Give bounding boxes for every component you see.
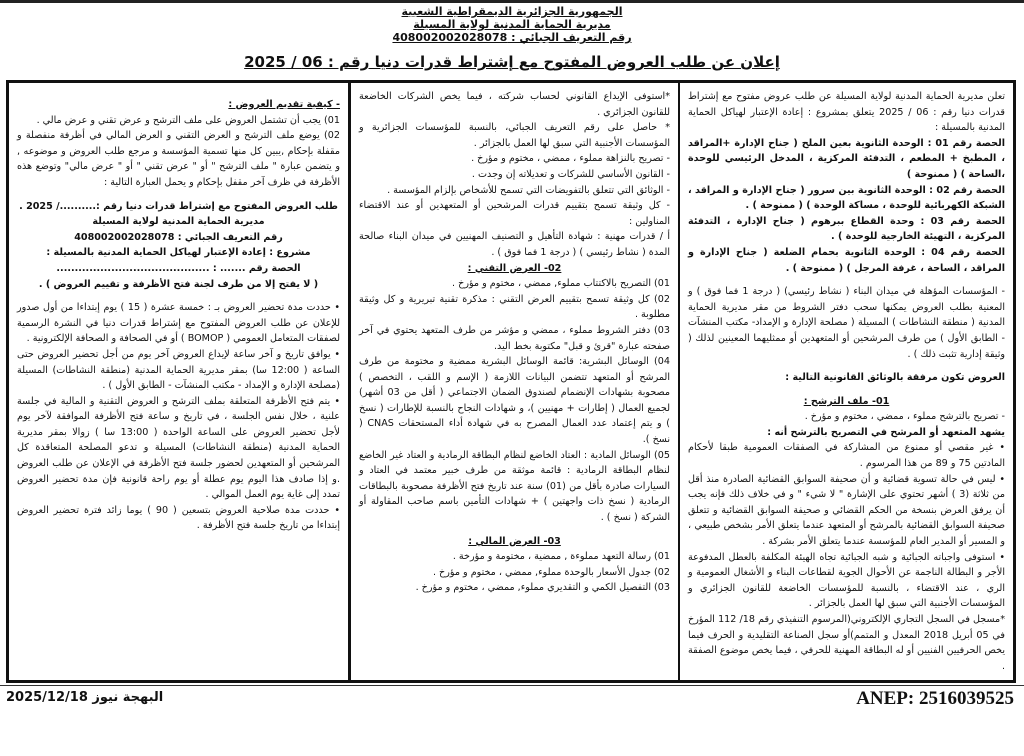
envelope-label-line: رقم التعريف الجبائي : 408002002028078 [74, 231, 283, 243]
list-item: • غير مقصي أو ممنوع من المشاركة في الصفقات العمومية طبقا لأحكام المادتين 75 و 89 من هذا المرسوم . [688, 442, 1005, 470]
list-item: أ / قدرات مهنية : شهادة التأهيل و التصنيف المهنيين في ميدان البناء صالحة المدة ( نشاط رئيسي ) ( درجة 1 فما فوق ) . [359, 231, 670, 258]
list-item: 04) الوسائل البشرية: قائمة الوسائل البشرية ممضية و مختومة من طرف المرشح أو المتعهد تتضمن البيانات اللازمة ( الإسم و اللقب ، التخصص ) مصحوبة بشهادات الإنضمام لصندوق الضمان الاجتماعي ( أقل من 03 أشهر) لجميع العمال ( إطارات + مهنيين )، و شهادات النجاح بالنسبة للإطارات ( نسخ ) و يتم إعتماد عدد العمال المصرح به في شهادة أداء المستحقات CNAS ( نسخ ). [359, 356, 670, 446]
right-column [678, 83, 1016, 680]
list-item: 05) الوسائل المادية : العتاد الخاضع لنظام البطاقة الرمادية و العتاد غير الخاضع لنظام البطاقة الرمادية : قائمة موثقة من طرف خبير معتمد في العتاد و السيارات صادرة بأقل من (01) سنة عند تاريخ فتح الأظرفة مصحوبة بالبطاقات الرمادية ( نسخ ذات واجهتين ) + شهادات التأمين باسم صاحب المقاولة أو الشركة ( نسخ ) . [359, 449, 671, 524]
envelope-label-line: مشروع : إعادة الإعتبار لهياكل الحماية المدنية بالمسيلة : [46, 247, 311, 259]
list-item: 03) التفصيل الكمي و التقديري مملوء, ممضي ، مختوم و مؤرخ . [415, 582, 670, 594]
intro-paragraph: تعلن مديرية الحماية المدنية لولاية المسيلة عن طلب عروض مفتوح مع إشتراط قدرات دنيا رقم : 06 / 2025 يتعلق بمشروع : إعادة الإعتبار لهياكل الحماية المدنية بالمسيلة : [688, 91, 1005, 134]
list-item: *مسجل في السجل التجاري الإلكتروني(المرسوم التنفيذي رقم 18/ 112 المؤرخ في 05 أبريل 2018 المعدل و المتمم)أو سجل الصناعة التقليدية و الحرف فيما يخص الحرفيين الفنيين أو له البطاقة المهنية للحرفي ، فيما يخص موضوع الصفقة . [688, 614, 1005, 672]
candidacy-file-heading: 01- ملف الترشح : [803, 395, 890, 407]
envelope-label-line: طلب العروض المفتوح مع إشتراط قدرات دنيا رقم :........../ 2025 . [19, 200, 338, 212]
footer [0, 685, 1024, 712]
list-item: * حاصل على رقم التعريف الجبائي، بالنسبة للمؤسسات الجزائرية و المؤسسات الأجنبية التي سبق لها العمل بالجزائر . [359, 122, 670, 149]
eligibility-paragraph: - المؤسسات المؤهلة في ميدان البناء ( نشاط رئيسي) ( درجة 1 فما فوق ) و المعنية بطلب العروض يمكنها سحب دفتر الشروط من مقر مديرية الحماية المدنية ( منطقة النشاطات ) المسيلة ( مصلحة الإدارة و الإمداد- مكتب المنشآت - الطابق الأول ) من طرف المرشحين أو المتعهدين أو ممثليهما المعينين لذلك ( وثيقة إدارية تثبت ذلك ) . [688, 286, 1006, 360]
documents-heading: العروض تكون مرفقة بالوثائق القانونية التالية : [785, 372, 1005, 384]
announcement-body [6, 80, 1016, 683]
anep-number: ANEP: 2516039525 [856, 688, 1014, 710]
list-item: - تصريح بالنزاهة مملوء ، ممضي ، مختوم و مؤرخ . [471, 153, 670, 165]
list-item: - تصريح بالترشح مملوء ، ممضي ، مختوم و مؤرخ . [804, 411, 1005, 423]
announcement-header [0, 3, 1024, 80]
middle-column [348, 83, 678, 680]
list-item: • استوفى واجباته الجبائية و شبه الجبائية تجاه الهيئة المكلفة بالعطل المدفوعة الأجر و البطالة الناجمة عن الأحوال الجوية لقطاعات البناء و الأشغال العمومية و الري ، عند الاقتضاء ، بالنسبة للمؤسسات الخاضعة للقانون الجزائري و المؤسسات الأجنبية التي سبق لها العمل بالجزائر . [688, 551, 1005, 610]
technical-offer-heading: 02- العرض التقني : [467, 262, 562, 274]
list-item: 02) كل وثيقة تسمح بتقييم العرض التقني : مذكرة تقنية تبريرية و كل وثيقة مطلوبة . [359, 293, 670, 321]
envelope-label-line: ( لا يفتح إلا من طرف لجنة فتح الأظرفة و تقييم العروض ) . [38, 278, 319, 290]
list-item: 03) دفتر الشروط مملوء ، ممضي و مؤشر من طرف المتعهد يحتوي في آخر صفحته عبارة "قرئ و قبل" مكتوبة بخط اليد. [359, 324, 670, 352]
list-item: • حددت مدة صلاحية العروض بتسعين ( 90 ) يوما زائد فترة تحضير العروض إبتداءا من تاريخ جلسة فتح الأظرفة . [17, 504, 340, 532]
list-item: 02) جدول الأسعار بالوحدة مملوء, ممضي ، مختوم و مؤرخ . [432, 566, 670, 578]
list-item: 01) التصريح بالاكتتاب مملوء, ممضي ، مختوم و مؤرخ . [452, 278, 670, 290]
list-item: • حددت مدة تحضير العروض بـ : خمسة عشرة ( 15 ) يوم إبتداءا من أول صدور للإعلان عن طلب العروض المفتوح مع إشتراط قدرات دنيا في النشرة الرسمية لصفقات المتعامل العمومي ( BOMOP ) أو في الصحافة و الصحافة الإلكترونية . [17, 302, 341, 345]
list-item: - الوثائق التي تتعلق بالتفويضات التي تسمح للأشخاص بإلزام المؤسسة . [387, 184, 670, 196]
left-column [6, 83, 348, 680]
list-item: - كل وثيقة تسمح بتقييم قدرات المرشحين أو المتعهدين أو عند الاقتضاء المناولين : [359, 200, 670, 227]
tax-id: رقم التعريف الجبائي : 408002002028078 [392, 31, 632, 44]
list-item: يشهد المتعهد أو المرشح في التصريح بالترشح أنه : [767, 426, 1005, 438]
newspaper-date: البهجة نيوز 2025/12/18 [6, 690, 164, 706]
list-item: *استوفى الإيداع القانوني لحساب شركته ، فيما يخص الشركات الخاضعة للقانون الجزائري . [359, 91, 670, 118]
list-item: • ليس في حالة تسوية قضائية و أن صحيفة السوابق القضائية الصادرة منذ أقل من ثلاثة (3 ) أشهر تحتوي على الإشارة " لا شيء " و في خلاف ذلك فإنه يجب أن يرفق العرض بنسخة من الحكم القضائي و صحيفة السوابق القضائية و تتعلق صحيفة السوابق القضائية بالمرشح أو المتعهد عندما يتعلق الأمر بشخص طبيعي ، و المسير أو المدير العام للمؤسسة عندما يتعلق الأمر بشركة . [688, 473, 1005, 548]
lot-1: الحصة رقم 01 : الوحدة الثانوية بعين الملح ( جناح الإدارة +المراقد ، المطبخ + المطعم ، التدفئة المركزية ، المدخل الرئيسي للوحدة ،الساحة ) ( ممنوحة ) [688, 137, 1005, 180]
list-item: • يتم فتح الأظرفة المتعلقة بملف الترشح و العروض التقنية و المالية في جلسة علنية ، خلال نفس الجلسة ، في تاريخ و ساعة فتح الأظرفة الموافقة لآخر يوم لأجل تحضير العروض على الساعة الواحدة ( 13:00 سا ) زوالا بمقر مديرية الحماية المدنية (منطقة النشاطات) المسيلة و تدعو المصلحة المتعاقدة كل المرشحين أو المتعهدين لحضور جلسة فتح الأظرفة في الإعلان عن طلب العروض .و إذا صادف هذا اليوم يوم عطلة أو يوم راحة قانونية فإن مدة تحضير العروض تمدد إلى غاية يوم العمل الموالي . [17, 395, 340, 501]
list-item: 02) يوضع ملف الترشح و العرض التقني و العرض المالي في أظرفة منفصلة و مقفلة بإحكام ,يبين كل منها تسمية المؤسسة و مرجع طلب العروض و موضوعه , و يتضمن عبارة " ملف الترشح " أو " عرض تقني " أو " عرض مالي" وتوضع هذه الأظرفة في ظرف آخر مقفل بإحكام و يحمل العبارة التالية : [17, 130, 340, 188]
list-item: - القانون الأساسي للشركات و تعديلاته إن وجدت . [471, 168, 670, 180]
announcement-title: إعلان عن طلب العروض المفتوح مع إشتراط قدرات دنيا رقم : 06 / 2025 [244, 53, 780, 71]
lot-3: الحصة رقم 03 : وحدة القطاع ببرهوم ( جناح الإدارة ، التدفئة المركزية ، التهيئة الخارجية للوحدة ) . [688, 215, 1005, 243]
submission-heading: - كيفية تقديم العروض : [228, 99, 340, 110]
lot-4: الحصة رقم 04 : الوحدة الثانوية بحمام الضلعة ( جناح الإدارة و المراقد ، الساحة ، غرفة المرجل ) ( ممنوحة ) . [688, 246, 1005, 274]
list-item: • يوافق تاريخ و آخر ساعة لإيداع العروض آخر يوم من أجل تحضير العروض حتى الساعة ( 12:00 سا) بمقر مديرية الحماية المدنية (منطقة النشاطات) المسيلة (مصلحة الإدارة و الإمداد - مكتب المنشآت - الطابق الأول ) . [17, 348, 341, 392]
envelope-label-line: الحصة رقم ....... : .......................................... [56, 262, 301, 274]
envelope-label-line: مديرية الحماية المدنية لولاية المسيلة [92, 216, 265, 228]
lot-2: الحصة رقم 02 : الوحدة الثانوية بين سرور ( جناح الإدارة و المراقد ، الشبكة الكهربائية للوحدة ، مساكة الوحدة ) ( ممنوحة ) . [688, 184, 1005, 212]
financial-offer-heading: 03- العرض المالي : [468, 535, 561, 547]
list-item: 01) يجب أن تشتمل العروض على ملف الترشح و عرض تقني و عرض مالي . [36, 114, 340, 126]
list-item: 01) رسالة التعهد مملوءة , ممضية ، مختومة و مؤرخة . [452, 551, 670, 563]
directorate-name: مديرية الحماية المدنية لولاية المسيلة [413, 18, 611, 31]
republic-name: الجمهورية الجزائرية الديمقراطية الشعبية [401, 5, 623, 18]
